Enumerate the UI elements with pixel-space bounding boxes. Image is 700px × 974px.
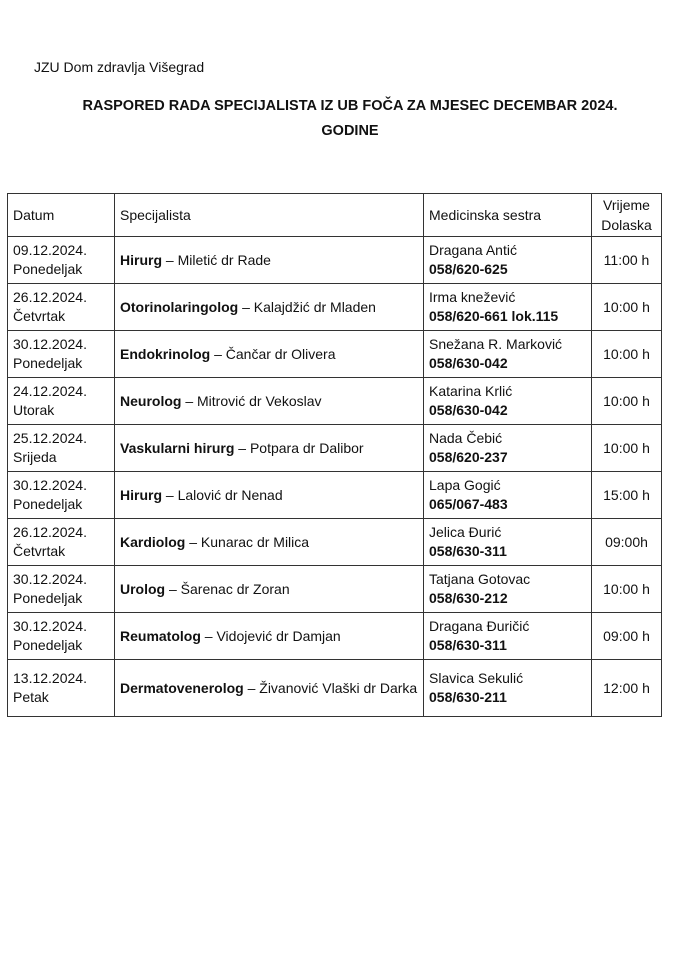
specialty: Endokrinolog — [120, 345, 211, 362]
specialist-cell — [115, 284, 424, 331]
arrival-time-cell: 10:00 h — [592, 566, 662, 613]
visit-date: 25.12.2024. — [13, 430, 87, 446]
title-line-1: RASPORED RADA SPECIJALISTA IZ UB FOČA ZA MJESEC DECEMBAR 2024. — [82, 98, 618, 114]
arrival-time-cell: 12:00 h — [592, 660, 662, 717]
specialty: Vaskularni hirurg — [120, 439, 235, 456]
doctor-name: – Kunarac dr Milica — [185, 533, 310, 550]
nurse-cell — [424, 237, 592, 284]
table-row — [8, 566, 662, 613]
table-row — [8, 519, 662, 566]
title-line-2: GODINE — [321, 123, 379, 139]
institution-name: JZU Dom zdravlja Višegrad — [34, 59, 205, 75]
visit-date: 30.12.2024. — [13, 618, 87, 634]
doctor-name: – Vidojević dr Damjan — [200, 627, 341, 644]
column-header-time-line-2: Dolaska — [601, 217, 652, 233]
arrival-time-cell: 10:00 h — [592, 331, 662, 378]
nurse-name: Lapa Gogić — [429, 477, 501, 493]
visit-weekday: Ponedeljak — [13, 637, 83, 653]
nurse-name: Jelica Đurić — [429, 524, 502, 540]
date-cell — [8, 378, 115, 425]
nurse-phone: 058/630-311 — [429, 637, 507, 653]
arrival-time-cell: 10:00 h — [592, 378, 662, 425]
nurse-name: Dragana Đuričić — [429, 618, 530, 634]
doctor-name: – Potpara dr Dalibor — [234, 439, 364, 456]
specialty: Kardiolog — [120, 533, 186, 550]
column-header-time-line-1: Vrijeme — [603, 197, 650, 213]
visit-date: 26.12.2024. — [13, 289, 87, 305]
table-row — [8, 660, 662, 717]
specialist-cell — [115, 613, 424, 660]
table-row — [8, 331, 662, 378]
visit-weekday: Četvrtak — [13, 543, 66, 559]
date-cell — [8, 237, 115, 284]
specialty: Reumatolog — [120, 627, 201, 644]
nurse-phone: 058/620-625 — [429, 261, 508, 277]
schedule-table — [7, 193, 662, 717]
visit-date: 30.12.2024. — [13, 336, 87, 352]
nurse-name: Tatjana Gotovac — [429, 571, 531, 587]
doctor-name: – Šarenac dr Zoran — [165, 580, 290, 597]
nurse-cell — [424, 519, 592, 566]
nurse-phone: 058/620-237 — [429, 449, 508, 465]
column-header-date: Datum — [8, 194, 115, 237]
visit-weekday: Ponedeljak — [13, 261, 83, 277]
visit-weekday: Srijeda — [13, 449, 57, 465]
specialist-cell — [115, 472, 424, 519]
date-cell — [8, 613, 115, 660]
doctor-name: – Lalović dr Nenad — [162, 486, 283, 503]
column-header-specialist: Specijalista — [115, 194, 424, 237]
visit-date: 09.12.2024. — [13, 242, 87, 258]
specialty: Urolog — [120, 580, 166, 597]
visit-date: 30.12.2024. — [13, 477, 87, 493]
specialist-cell — [115, 425, 424, 472]
nurse-name: Slavica Sekulić — [429, 670, 524, 686]
doctor-name: – Mitrović dr Vekoslav — [181, 392, 322, 409]
nurse-name: Nada Čebić — [429, 430, 503, 446]
specialist-cell — [115, 378, 424, 425]
nurse-name: Katarina Krlić — [429, 383, 513, 399]
visit-weekday: Ponedeljak — [13, 590, 83, 606]
nurse-cell — [424, 425, 592, 472]
nurse-phone: 058/630-042 — [429, 355, 508, 371]
date-cell — [8, 331, 115, 378]
specialty: Otorinolaringolog — [120, 298, 239, 315]
nurse-phone: 065/067-483 — [429, 496, 508, 512]
nurse-cell — [424, 472, 592, 519]
visit-date: 26.12.2024. — [13, 524, 87, 540]
specialist-cell — [115, 519, 424, 566]
nurse-name: Snežana R. Marković — [429, 336, 563, 352]
specialist-cell — [115, 566, 424, 613]
arrival-time-cell: 09:00 h — [592, 613, 662, 660]
table-row — [8, 613, 662, 660]
visit-date: 13.12.2024. — [13, 670, 87, 686]
arrival-time-cell: 10:00 h — [592, 425, 662, 472]
arrival-time-cell: 09:00h — [592, 519, 662, 566]
specialty: Hirurg — [120, 486, 162, 503]
visit-weekday: Četvrtak — [13, 308, 66, 324]
table-row — [8, 472, 662, 519]
nurse-phone: 058/630-211 — [429, 689, 507, 705]
specialty: Dermatovenerolog — [120, 679, 244, 696]
table-row — [8, 237, 662, 284]
nurse-cell — [424, 284, 592, 331]
nurse-cell — [424, 613, 592, 660]
visit-date: 30.12.2024. — [13, 571, 87, 587]
doctor-name: – Čančar dr Olivera — [210, 345, 336, 362]
nurse-name: Irma knežević — [429, 289, 516, 305]
specialist-cell — [115, 331, 424, 378]
visit-weekday: Utorak — [13, 402, 55, 418]
date-cell — [8, 566, 115, 613]
column-header-arrival-time — [592, 194, 662, 237]
date-cell — [8, 660, 115, 717]
specialty: Neurolog — [120, 392, 182, 409]
nurse-phone: 058/630-212 — [429, 590, 508, 606]
date-cell — [8, 519, 115, 566]
schedule-body — [8, 237, 662, 717]
nurse-cell — [424, 566, 592, 613]
table-row — [8, 284, 662, 331]
visit-date: 24.12.2024. — [13, 383, 87, 399]
date-cell — [8, 425, 115, 472]
nurse-cell — [424, 378, 592, 425]
specialist-cell — [115, 237, 424, 284]
arrival-time-cell: 11:00 h — [592, 237, 662, 284]
arrival-time-cell: 10:00 h — [592, 284, 662, 331]
nurse-phone: 058/630-042 — [429, 402, 508, 418]
specialty: Hirurg — [120, 251, 162, 268]
arrival-time-cell: 15:00 h — [592, 472, 662, 519]
nurse-cell — [424, 331, 592, 378]
nurse-cell — [424, 660, 592, 717]
visit-weekday: Ponedeljak — [13, 355, 83, 371]
table-row — [8, 378, 662, 425]
visit-weekday: Ponedeljak — [13, 496, 83, 512]
doctor-name: – Živanović Vlaški dr Darka — [243, 679, 418, 696]
table-header-row — [8, 194, 662, 237]
doctor-name: – Miletić dr Rade — [162, 251, 271, 268]
nurse-name: Dragana Antić — [429, 242, 517, 258]
date-cell — [8, 284, 115, 331]
nurse-phone: 058/620-661 lok.115 — [429, 308, 559, 324]
visit-weekday: Petak — [13, 689, 49, 705]
date-cell — [8, 472, 115, 519]
document-title — [0, 94, 700, 144]
table-row — [8, 425, 662, 472]
nurse-phone: 058/630-311 — [429, 543, 507, 559]
specialist-cell — [115, 660, 424, 717]
column-header-nurse: Medicinska sestra — [424, 194, 592, 237]
doctor-name: – Kalajdžić dr Mladen — [238, 298, 376, 315]
